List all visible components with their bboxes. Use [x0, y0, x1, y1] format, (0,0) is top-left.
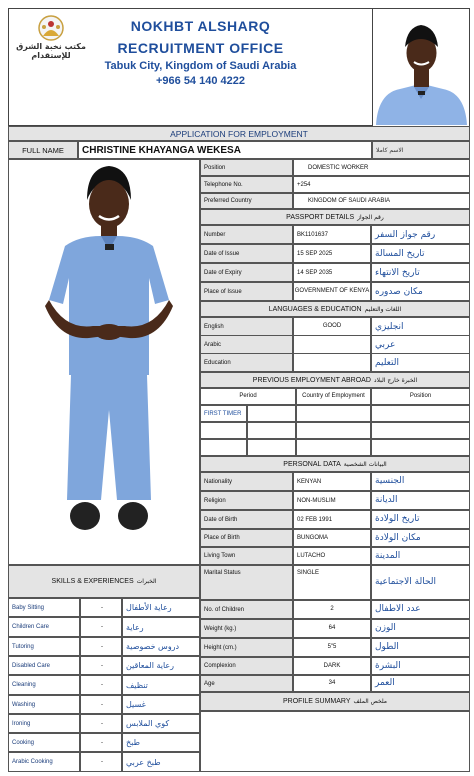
personal-row-arabic: العمر	[371, 675, 470, 692]
personal-row-label: Weight (kg.)	[200, 619, 293, 638]
skill-row-label: Disabled Care	[8, 656, 80, 675]
full-name-value: CHRISTINE KHAYANGA WEKESA	[78, 141, 372, 159]
skill-row-arabic: رعاية المعاقين	[122, 656, 200, 675]
personal-row-value: KENYAN	[293, 472, 371, 491]
skill-row-arabic: رعاية	[122, 617, 200, 637]
passport-row-value: GOVERNMENT OF KENYA	[293, 282, 371, 301]
company-name-line1: NOKHBT ALSHARQ	[130, 18, 271, 34]
profile-summary-title: PROFILE SUMMARY	[282, 698, 351, 705]
passport-row-value: BK1101637	[293, 225, 371, 244]
skills-title-ar: الخبرات	[136, 578, 157, 585]
skill-row-label: Tutoring	[8, 637, 80, 656]
languages-title-ar: اللغات والتعليم	[364, 305, 402, 313]
personal-row-arabic: الوزن	[371, 619, 470, 638]
skill-row-arabic: كوي الملابس	[122, 714, 200, 733]
personal-row-value: LUTACHO	[293, 547, 371, 565]
personal-row-arabic: البشرة	[371, 657, 470, 675]
personal-row-label: Date of Birth	[200, 510, 293, 529]
language-row-label: Education	[200, 353, 293, 372]
language-row-label: English	[200, 317, 293, 336]
skill-row-value: -	[80, 733, 122, 752]
languages-title: LANGUAGES & EDUCATION	[268, 305, 362, 313]
skill-row-value: -	[80, 752, 122, 772]
employment-header-period: Period	[200, 388, 296, 405]
skill-row-label: Baby Sitting	[8, 598, 80, 617]
employment-position	[371, 422, 470, 439]
personal-row-label: Living Town	[200, 547, 293, 565]
personal-row-value: SINGLE	[293, 565, 371, 600]
personal-section-title	[200, 456, 470, 472]
passport-row-value: 14 SEP 2035	[293, 263, 371, 282]
passport-title: PASSPORT DETAILS	[286, 213, 355, 221]
employment-period-end	[247, 422, 296, 439]
employment-section-title	[200, 372, 470, 388]
skill-row-label: Cooking	[8, 733, 80, 752]
personal-row-value: 02 FEB 1991	[293, 510, 371, 529]
header	[8, 8, 373, 126]
personal-row-value: 2	[293, 600, 371, 619]
passport-row-arabic: مكان صدوره	[371, 282, 470, 301]
passport-title-ar: رقم الجواز	[357, 213, 384, 221]
employment-title-ar: الخبرة خارج البلاد	[373, 376, 418, 384]
employment-position	[371, 405, 470, 422]
application-title: APPLICATION FOR EMPLOYMENT	[8, 126, 470, 141]
telephone-value: +254	[293, 176, 470, 193]
skill-row-arabic: طبخ عربي	[122, 752, 200, 772]
full-body-photo	[8, 159, 200, 565]
language-row-arabic: عربي	[371, 335, 470, 354]
personal-row-label: Marital Status	[200, 565, 293, 600]
personal-row-value: 64	[293, 619, 371, 638]
personal-row-label: Place of Birth	[200, 529, 293, 547]
skills-section-title	[8, 565, 200, 598]
employment-period	[200, 439, 247, 456]
skill-row-label: Children Care	[8, 617, 80, 637]
passport-row-arabic: تاريخ المسالة	[371, 244, 470, 263]
skill-row-arabic: دروس خصوصية	[122, 637, 200, 656]
personal-row-label: No. of Children	[200, 600, 293, 619]
position-value: DOMESTIC WORKER	[293, 159, 470, 176]
employment-period	[200, 422, 247, 439]
logo-text: مكتب نخبة الشرق للإستقدام	[16, 42, 86, 60]
personal-row-arabic: الحالة الاجتماعية	[371, 565, 470, 600]
skill-row-value: -	[80, 695, 122, 714]
languages-section-title	[200, 301, 470, 317]
passport-row-label: Date of Expiry	[200, 263, 293, 282]
employment-period-end	[247, 439, 296, 456]
full-name-label: FULL NAME	[8, 141, 78, 159]
skill-row-value: -	[80, 656, 122, 675]
passport-section-title	[200, 209, 470, 225]
personal-row-arabic: عدد الاطفال	[371, 600, 470, 619]
skill-row-arabic: تنظيف	[122, 675, 200, 695]
skill-row-value: -	[80, 675, 122, 695]
personal-row-value: 5"5	[293, 638, 371, 657]
company-name-line2: RECRUITMENT OFFICE	[117, 40, 284, 56]
passport-row-value: 15 SEP 2025	[293, 244, 371, 263]
personal-row-value: NON-MUSLIM	[293, 491, 371, 510]
profile-summary-header	[200, 692, 470, 711]
employment-title: PREVIOUS EMPLOYMENT ABROAD	[252, 376, 371, 384]
skill-row-value: -	[80, 714, 122, 733]
employment-period: FIRST TIMER	[200, 405, 247, 422]
personal-row-value: DARK	[293, 657, 371, 675]
personal-row-label: Complexion	[200, 657, 293, 675]
skill-row-label: Ironing	[8, 714, 80, 733]
passport-row-arabic: تاريخ الانتهاء	[371, 263, 470, 282]
language-row-label: Arabic	[200, 335, 293, 354]
personal-row-arabic: الطول	[371, 638, 470, 657]
skill-row-label: Cleaning	[8, 675, 80, 695]
personal-row-label: Age	[200, 675, 293, 692]
employment-country	[296, 422, 371, 439]
preferred-country-value: KINGDOM OF SAUDI ARABIA	[293, 193, 470, 209]
preferred-country-label: Preferred Country	[200, 193, 293, 209]
employment-header-country: Country of Employment	[296, 388, 371, 405]
skill-row-label: Arabic Cooking	[8, 752, 80, 772]
personal-row-value: 34	[293, 675, 371, 692]
personal-row-arabic: الديانة	[371, 491, 470, 510]
skill-row-arabic: غسيل	[122, 695, 200, 714]
personal-row-label: Height (cm.)	[200, 638, 293, 657]
position-label: Position	[200, 159, 293, 176]
language-row-value: GOOD	[293, 317, 371, 336]
personal-row-label: Nationality	[200, 472, 293, 491]
telephone-label: Telephone No.	[200, 176, 293, 193]
company-city: Tabuk City, Kingdom of Saudi Arabia	[104, 60, 297, 72]
passport-row-label: Date of Issue	[200, 244, 293, 263]
personal-title: PERSONAL DATA	[283, 460, 341, 468]
skills-title: SKILLS & EXPERIENCES	[51, 578, 134, 585]
skill-row-value: -	[80, 617, 122, 637]
personal-row-arabic: تاريخ الولادة	[371, 510, 470, 529]
language-row-arabic: انجليزي	[371, 317, 470, 336]
passport-row-label: Place of Issue	[200, 282, 293, 301]
personal-row-value: BUNGOMA	[293, 529, 371, 547]
employment-header-position: Position	[371, 388, 470, 405]
language-row-arabic: التعليم	[371, 353, 470, 372]
passport-row-arabic: رقم جواز السفر	[371, 225, 470, 244]
portrait-photo	[374, 9, 469, 125]
employment-country	[296, 439, 371, 456]
personal-row-arabic: مكان الولادة	[371, 529, 470, 547]
profile-summary-title-ar: ملخص الملف	[353, 698, 388, 705]
personal-title-ar: البيانات الشخصية	[343, 460, 387, 468]
skill-row-value: -	[80, 598, 122, 617]
passport-row-label: Number	[200, 225, 293, 244]
personal-row-arabic: الجنسية	[371, 472, 470, 491]
profile-summary-body	[200, 711, 470, 772]
employment-period-end	[247, 405, 296, 422]
employment-position	[371, 439, 470, 456]
employment-country	[296, 405, 371, 422]
company-phone: +966 54 140 4222	[155, 75, 245, 87]
skill-row-label: Washing	[8, 695, 80, 714]
full-name-arabic: الاسم كاملا	[372, 141, 470, 159]
skill-row-value: -	[80, 637, 122, 656]
skill-row-arabic: طبخ	[122, 733, 200, 752]
language-row-value	[293, 353, 371, 372]
personal-row-label: Religion	[200, 491, 293, 510]
skill-row-arabic: رعاية الأطفال	[122, 598, 200, 617]
company-logo	[12, 14, 90, 64]
personal-row-arabic: المدينة	[371, 547, 470, 565]
language-row-value	[293, 335, 371, 354]
